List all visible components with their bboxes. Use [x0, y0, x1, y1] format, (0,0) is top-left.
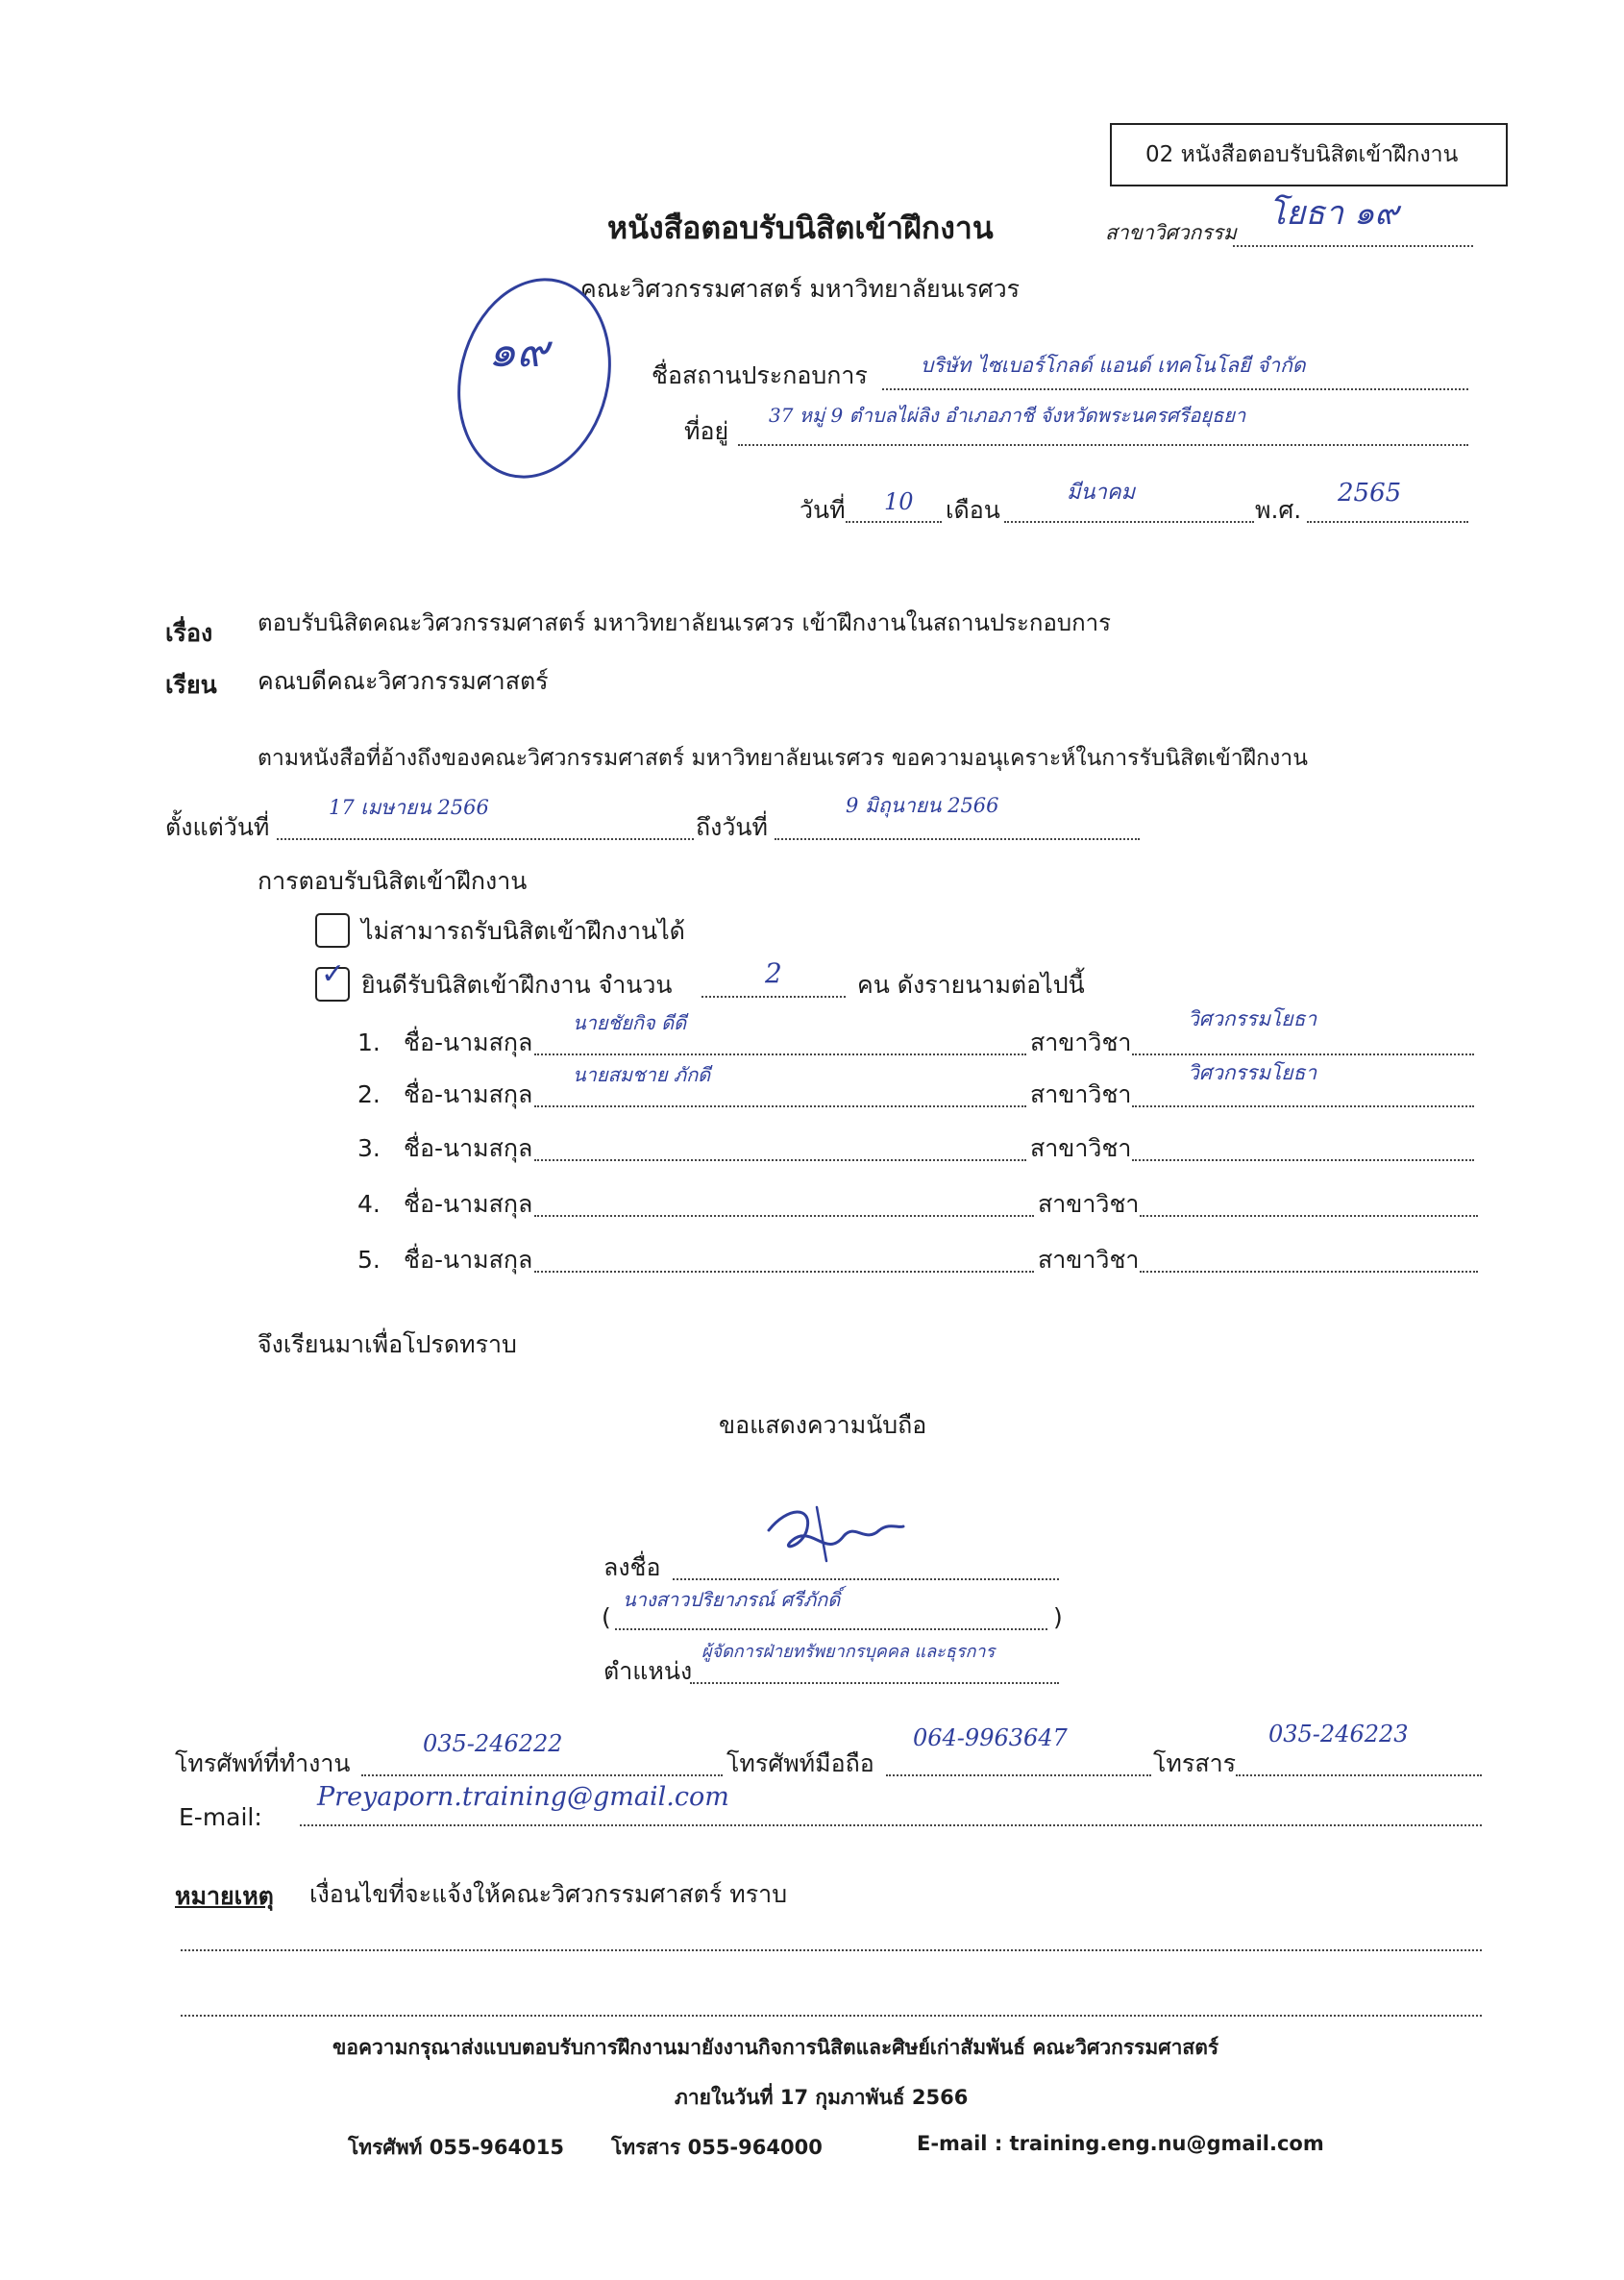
date-year-dots: [1307, 521, 1468, 523]
footer-fax: โทรสาร 055-964000: [611, 2136, 823, 2159]
position-value: ผู้จัดการฝ่ายทรัพยากรบุคคล และธุรการ: [701, 1642, 996, 1662]
accept-count: 2: [765, 957, 782, 989]
student-number: 4.: [357, 1190, 381, 1218]
student-name-label: ชื่อ-นามสกุล: [404, 1134, 533, 1162]
student-number: 1.: [357, 1028, 381, 1056]
document-title: หนังสือตอบรับนิสิตเข้าฝึกงาน: [607, 210, 994, 246]
fax-dots: [1236, 1774, 1482, 1776]
printed-name-dots: [615, 1628, 1047, 1630]
period-to-value: 9 มิถุนายน 2566: [846, 794, 999, 817]
period-to-label: ถึงวันที่: [696, 813, 768, 841]
date-month-dots: [1004, 521, 1254, 523]
recipient-text: คณบดีคณะวิศวกรรมศาสตร์: [258, 667, 549, 695]
student-name-dots: [534, 1053, 1026, 1055]
student-major-label: สาขาวิชา: [1030, 1134, 1132, 1162]
sign-label: ลงชื่อ: [603, 1553, 661, 1581]
address-value: 37 หมู่ 9 ตำบลไผ่ลิง อำเภอภาชี จังหวัดพระนครศรีอยุธยา: [769, 404, 1246, 427]
student-name-dots: [534, 1159, 1026, 1161]
accept-unit-suffix: คน ดังรายนามต่อไปนี้: [857, 971, 1085, 999]
student-name-label: ชื่อ-นามสกุล: [404, 1080, 533, 1108]
student-name: นายสมชาย ภักดี: [573, 1063, 711, 1086]
email-label: E-mail:: [179, 1803, 262, 1831]
acceptance-heading: การตอบรับนิสิตเข้าฝึกงาน: [258, 867, 528, 895]
printed-name-close-paren: ): [1053, 1603, 1063, 1631]
footer-email: E-mail : training.eng.nu@gmail.com: [917, 2132, 1324, 2155]
office-phone: 035-246222: [423, 1730, 563, 1757]
student-name-label: ชื่อ-นามสกุล: [404, 1190, 533, 1218]
remark-line-1: [181, 1949, 1482, 1951]
student-major-label: สาขาวิชา: [1038, 1246, 1140, 1274]
subject-label: เรื่อง: [165, 619, 213, 647]
office-phone-label: โทรศัพท์ที่ทำงาน: [175, 1749, 351, 1777]
period-to-dots: [775, 838, 1140, 840]
fax: 035-246223: [1268, 1721, 1409, 1747]
student-name-dots: [534, 1105, 1026, 1107]
period-from-dots: [277, 838, 694, 840]
circled-number: ๑๙: [488, 325, 549, 377]
branch-dots: [1233, 245, 1473, 247]
mobile: 064-9963647: [913, 1724, 1068, 1751]
date-month: มีนาคม: [1067, 481, 1136, 505]
position-label: ตำแหน่ง: [603, 1657, 693, 1685]
student-name-label: ชื่อ-นามสกุล: [404, 1028, 533, 1056]
date-day: 10: [884, 488, 914, 515]
printed-name: นางสาวปริยาภรณ์ ศรีภักดิ์: [623, 1588, 841, 1611]
email-dots: [300, 1824, 1482, 1826]
company-label: ชื่อสถานประกอบการ: [652, 361, 868, 389]
student-number: 3.: [357, 1134, 381, 1162]
email: Preyaporn.training@gmail.com: [317, 1782, 729, 1812]
student-number: 2.: [357, 1080, 381, 1108]
student-major-dots: [1140, 1215, 1478, 1217]
student-name-dots: [534, 1215, 1034, 1217]
student-major-label: สาขาวิชา: [1030, 1080, 1132, 1108]
position-dots: [690, 1682, 1059, 1684]
period-from-label: ตั้งแต่วันที่: [165, 813, 270, 841]
body-paragraph: ตามหนังสือที่อ้างถึงของคณะวิศวกรรมศาสตร์ มหาวิทยาลัยนเรศวร ขอความอนุเคราะห์ในการรับนิสิตเข้าฝึกงาน: [258, 746, 1308, 771]
student-major-dots: [1140, 1271, 1478, 1273]
mobile-label: โทรศัพท์มือถือ: [726, 1749, 874, 1777]
student-major-dots: [1132, 1053, 1474, 1055]
accept-count-dots: [701, 996, 846, 998]
closing-text: จึงเรียนมาเพื่อโปรดทราบ: [258, 1330, 517, 1358]
footer-phone: โทรศัพท์ 055-964015: [348, 2136, 564, 2159]
form-code: 02 หนังสือตอบรับนิสิตเข้าฝึกงาน: [1145, 142, 1459, 167]
student-major-dots: [1132, 1105, 1474, 1107]
student-major-dots: [1132, 1159, 1474, 1161]
branch-value: โยธา ๑๙: [1268, 194, 1399, 233]
company-name: บริษัท ไซเบอร์โกลด์ แอนด์ เทคโนโลยี จำกัด: [921, 354, 1306, 377]
remark-label: หมายเหตุ: [175, 1882, 274, 1910]
student-name-label: ชื่อ-นามสกุล: [404, 1246, 533, 1274]
check-mark-icon: ✓: [321, 957, 346, 991]
date-year-label: พ.ศ.: [1255, 496, 1302, 524]
fax-label: โทรสาร: [1153, 1749, 1237, 1777]
recipient-label: เรียน: [165, 671, 217, 699]
date-month-label: เดือน: [946, 496, 1000, 524]
student-name-dots: [534, 1271, 1034, 1273]
remark-line-2: [181, 2015, 1482, 2017]
footer-line-2: ภายในวันที่ 17 กุมภาพันธ์ 2566: [675, 2086, 969, 2109]
address-label: ที่อยู่: [684, 417, 729, 445]
period-from-value: 17 เมษายน 2566: [329, 796, 489, 819]
remark-text: เงื่อนไขที่จะแจ้งให้คณะวิศวกรรมศาสตร์ ทราบ: [309, 1880, 788, 1908]
date-year: 2565: [1338, 479, 1402, 508]
faculty-line: คณะวิศวกรรมศาสตร์ มหาวิทยาลัยนเรศวร: [580, 275, 1021, 303]
date-day-label: วันที่: [800, 496, 846, 524]
student-number: 5.: [357, 1246, 381, 1274]
address-dots: [738, 444, 1468, 446]
student-major: วิศวกรรมโยธา: [1188, 1007, 1317, 1030]
student-major-label: สาขาวิชา: [1038, 1190, 1140, 1218]
date-day-dots: [846, 521, 942, 523]
sign-dots: [673, 1578, 1059, 1580]
student-major-label: สาขาวิชา: [1030, 1028, 1132, 1056]
subject-text: ตอบรับนิสิตคณะวิศวกรรมศาสตร์ มหาวิทยาลัยนเรศวร เข้าฝึกงานในสถานประกอบการ: [258, 609, 1112, 636]
branch-label: สาขาวิศวกรรม: [1105, 221, 1237, 244]
student-name: นายชัยกิจ ดีดี: [573, 1011, 687, 1034]
footer-line-1: ขอความกรุณาส่งแบบตอบรับการฝึกงานมายังงานกิจการนิสิตและศิษย์เก่าสัมพันธ์ คณะวิศวกรรมศาสตร์: [332, 2036, 1219, 2059]
printed-name-open-paren: (: [602, 1603, 611, 1631]
company-dots: [882, 388, 1468, 390]
reject-checkbox[interactable]: [315, 913, 350, 948]
office-phone-dots: [361, 1774, 723, 1776]
reject-option-label: ไม่สามารถรับนิสิตเข้าฝึกงานได้: [361, 917, 685, 945]
accept-option-label: ยินดีรับนิสิตเข้าฝึกงาน จำนวน: [361, 971, 673, 999]
regards-text: ขอแสดงความนับถือ: [719, 1411, 927, 1439]
student-major: วิศวกรรมโยธา: [1188, 1061, 1317, 1084]
handwritten-signature: [759, 1501, 913, 1569]
mobile-dots: [886, 1774, 1151, 1776]
